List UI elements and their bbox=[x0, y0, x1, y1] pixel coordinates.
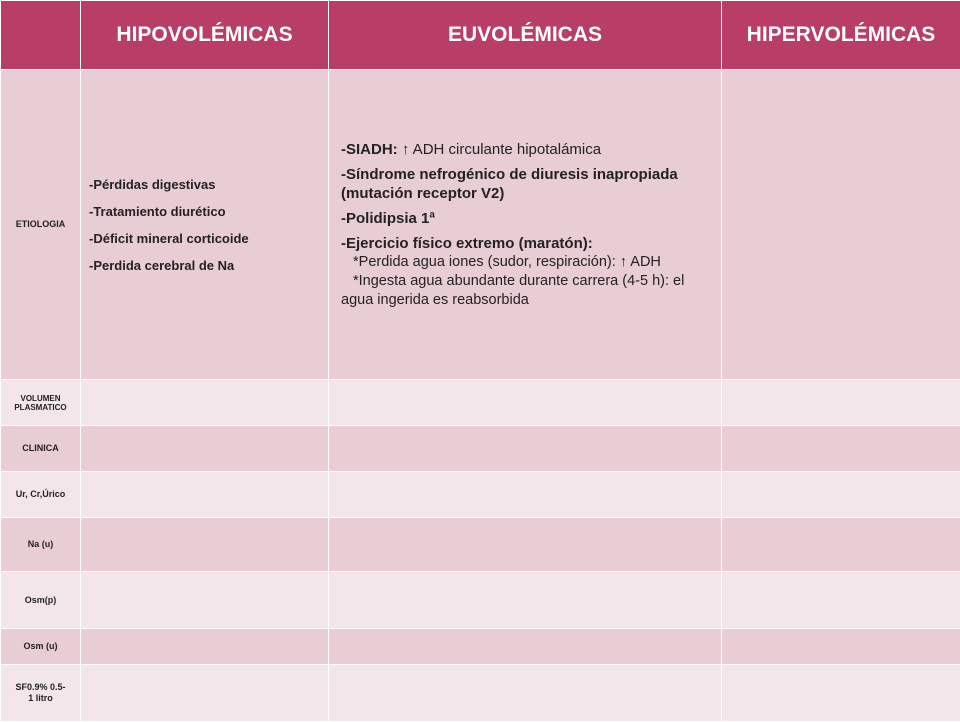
row-volumen-plasmatico bbox=[1, 380, 960, 426]
ejercicio-text: -Ejercicio físico extremo (maratón): bbox=[341, 235, 593, 252]
row-osm-p bbox=[1, 572, 960, 629]
nefrogenico-text: -Síndrome nefrogénico de diuresis inapropiada (mutación receptor V2) bbox=[341, 166, 678, 202]
etiologia-hipo-item: -Perdida cerebral de Na bbox=[81, 258, 328, 273]
empty-cell bbox=[81, 629, 329, 665]
siadh-label: -SIADH: bbox=[341, 141, 398, 158]
empty-cell bbox=[81, 380, 329, 426]
etiologia-euvolemicas-cell bbox=[329, 70, 722, 380]
nefrogenico-line bbox=[341, 165, 711, 203]
row-label-volumen: VOLUMEN PLASMATICO bbox=[1, 380, 81, 426]
row-clinica bbox=[1, 426, 960, 472]
ejercicio-line bbox=[341, 234, 711, 253]
empty-cell bbox=[722, 665, 960, 722]
row-sf bbox=[1, 665, 960, 722]
row-osm-u bbox=[1, 629, 960, 665]
etiologia-hipo-item: -Tratamiento diurético bbox=[81, 204, 328, 219]
empty-cell bbox=[329, 572, 722, 629]
empty-cell bbox=[329, 518, 722, 572]
row-na-u bbox=[1, 518, 960, 572]
header-euvolemicas: EUVOLÉMICAS bbox=[329, 1, 722, 70]
empty-cell bbox=[722, 629, 960, 665]
empty-cell bbox=[329, 472, 722, 518]
etiologia-hipovolemicas-cell bbox=[81, 70, 329, 380]
empty-cell bbox=[81, 472, 329, 518]
empty-cell bbox=[81, 518, 329, 572]
polidipsia-text: -Polidipsia 1ª bbox=[341, 210, 435, 227]
siadh-line bbox=[341, 140, 711, 159]
siadh-text: ↑ ADH circulante hipotalámica bbox=[402, 141, 601, 158]
row-label-ur: Ur, Cr,Úrico bbox=[1, 472, 81, 518]
perdida-line: *Perdida agua iones (sudor, respiración): ↑ ADH bbox=[341, 253, 711, 272]
polidipsia-line bbox=[341, 209, 711, 228]
row-label-clinica: CLINICA bbox=[1, 426, 81, 472]
header-hipervolemicas: HIPERVOLÉMICAS bbox=[722, 1, 960, 70]
row-label-osm-u: Osm (u) bbox=[1, 629, 81, 665]
empty-cell bbox=[81, 665, 329, 722]
row-label-osm-p: Osm(p) bbox=[1, 572, 81, 629]
empty-cell bbox=[329, 629, 722, 665]
header-row bbox=[1, 1, 960, 70]
empty-cell bbox=[81, 426, 329, 472]
empty-cell bbox=[329, 380, 722, 426]
empty-cell bbox=[81, 572, 329, 629]
header-corner bbox=[1, 1, 81, 70]
header-hipovolemicas: HIPOVOLÉMICAS bbox=[81, 1, 329, 70]
empty-cell bbox=[722, 518, 960, 572]
empty-cell bbox=[329, 426, 722, 472]
ingesta-line: *Ingesta agua abundante durante carrera (4-5 h): el agua ingerida es reabsorbida bbox=[341, 272, 711, 310]
empty-cell bbox=[722, 472, 960, 518]
etiologia-hipo-item: -Déficit mineral corticoide bbox=[81, 231, 328, 246]
row-ur-cr-urico bbox=[1, 472, 960, 518]
empty-cell bbox=[329, 665, 722, 722]
empty-cell bbox=[722, 426, 960, 472]
etiologia-hipervolemicas-cell bbox=[722, 70, 960, 380]
empty-cell bbox=[722, 380, 960, 426]
empty-cell bbox=[722, 572, 960, 629]
etiologia-hipo-item: -Pérdidas digestivas bbox=[81, 177, 328, 192]
row-label-na: Na (u) bbox=[1, 518, 81, 572]
row-label-sf: SF0.9% 0.5-1 litro bbox=[1, 665, 81, 722]
row-etiologia bbox=[1, 70, 960, 380]
row-label-etiologia: ETIOLOGIA bbox=[1, 70, 81, 380]
